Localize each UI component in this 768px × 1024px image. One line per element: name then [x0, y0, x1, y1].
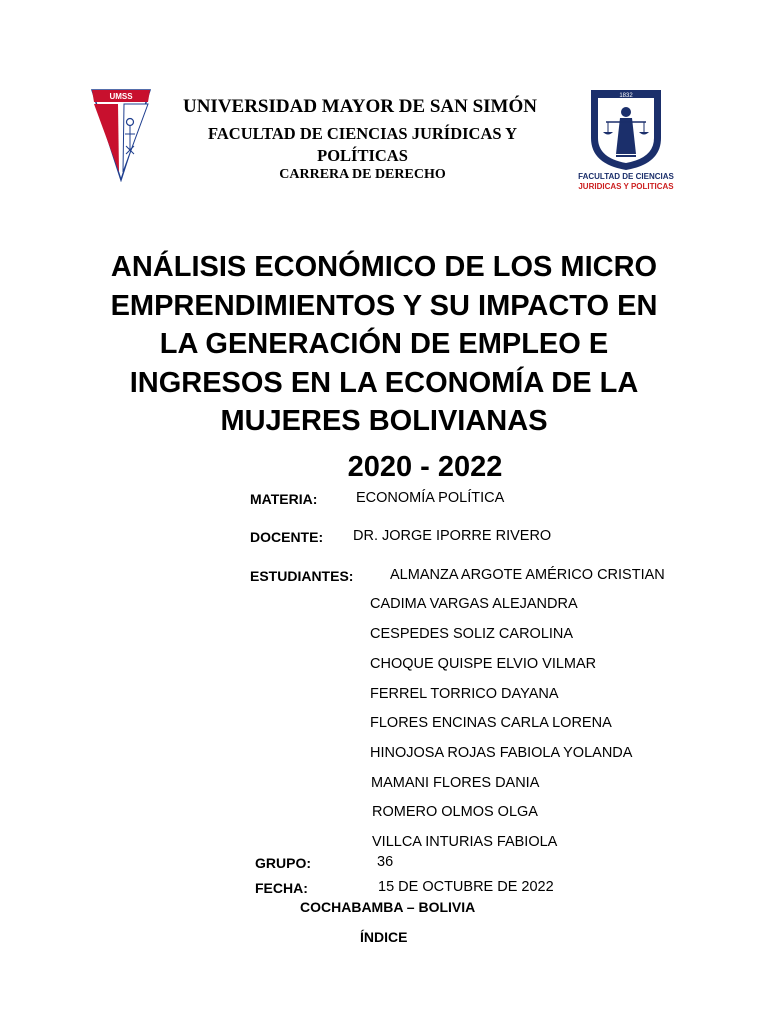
place: COCHABAMBA – BOLIVIA: [300, 899, 476, 915]
index-heading: ÍNDICE: [360, 929, 408, 945]
grupo-label: GRUPO:: [255, 855, 311, 871]
student-name: VILLCA INTURIAS FABIOLA: [372, 834, 558, 850]
student-name: HINOJOSA ROJAS FABIOLA YOLANDA: [370, 745, 633, 761]
student-name: CHOQUE QUISPE ELVIO VILMAR: [370, 656, 597, 672]
career-name: CARRERA DE DERECHO: [279, 167, 446, 182]
student-name: CESPEDES SOLIZ CAROLINA: [370, 626, 574, 642]
faculty-logo: [576, 88, 676, 192]
faculty-name: [170, 123, 555, 167]
title-line: ANÁLISIS ECONÓMICO DE LOS MICRO: [110, 251, 658, 283]
student-name: ALMANZA ARGOTE AMÉRICO CRISTIAN: [390, 567, 665, 583]
title-line: LA GENERACIÓN DE EMPLEO E: [159, 328, 609, 360]
student-name: FLORES ENCINAS CARLA LORENA: [370, 715, 612, 731]
materia-value: ECONOMÍA POLÍTICA: [356, 490, 505, 506]
estudiantes-label: ESTUDIANTES:: [250, 568, 354, 584]
title-line: MUJERES BOLIVIANAS: [220, 405, 548, 437]
faculty-logo-line2: JURIDICAS Y POLITICAS: [578, 182, 674, 191]
umss-logo-text: UMSS: [109, 92, 133, 101]
student-name: MAMANI FLORES DANIA: [371, 775, 540, 791]
fecha-label: FECHA:: [255, 880, 308, 896]
fecha-value: 15 DE OCTUBRE DE 2022: [378, 879, 554, 895]
faculty-logo-year: 1832: [619, 93, 633, 99]
grupo-value: 36: [377, 854, 394, 870]
student-name: ROMERO OLMOS OLGA: [372, 804, 538, 820]
student-name: CADIMA VARGAS ALEJANDRA: [370, 596, 578, 612]
university-name: UNIVERSIDAD MAYOR DE SAN SIMÓN: [182, 96, 537, 117]
faculty-name-line2: POLÍTICAS: [317, 146, 408, 165]
materia-label: MATERIA:: [250, 491, 318, 507]
docente-value: DR. JORGE IPORRE RIVERO: [353, 528, 552, 544]
title-line: INGRESOS EN LA ECONOMÍA DE LA: [129, 366, 639, 399]
title-line: EMPRENDIMIENTOS Y SU IMPACTO EN: [110, 289, 658, 322]
title-years: 2020 - 2022: [347, 451, 503, 483]
docente-label: DOCENTE:: [250, 529, 324, 545]
umss-logo: [90, 88, 152, 182]
document-title: [60, 248, 708, 441]
faculty-name-line1: FACULTAD DE CIENCIAS JURÍDICAS Y: [208, 124, 517, 143]
faculty-logo-line1: FACULTAD DE CIENCIAS: [578, 172, 674, 181]
student-name: FERREL TORRICO DAYANA: [370, 686, 559, 702]
